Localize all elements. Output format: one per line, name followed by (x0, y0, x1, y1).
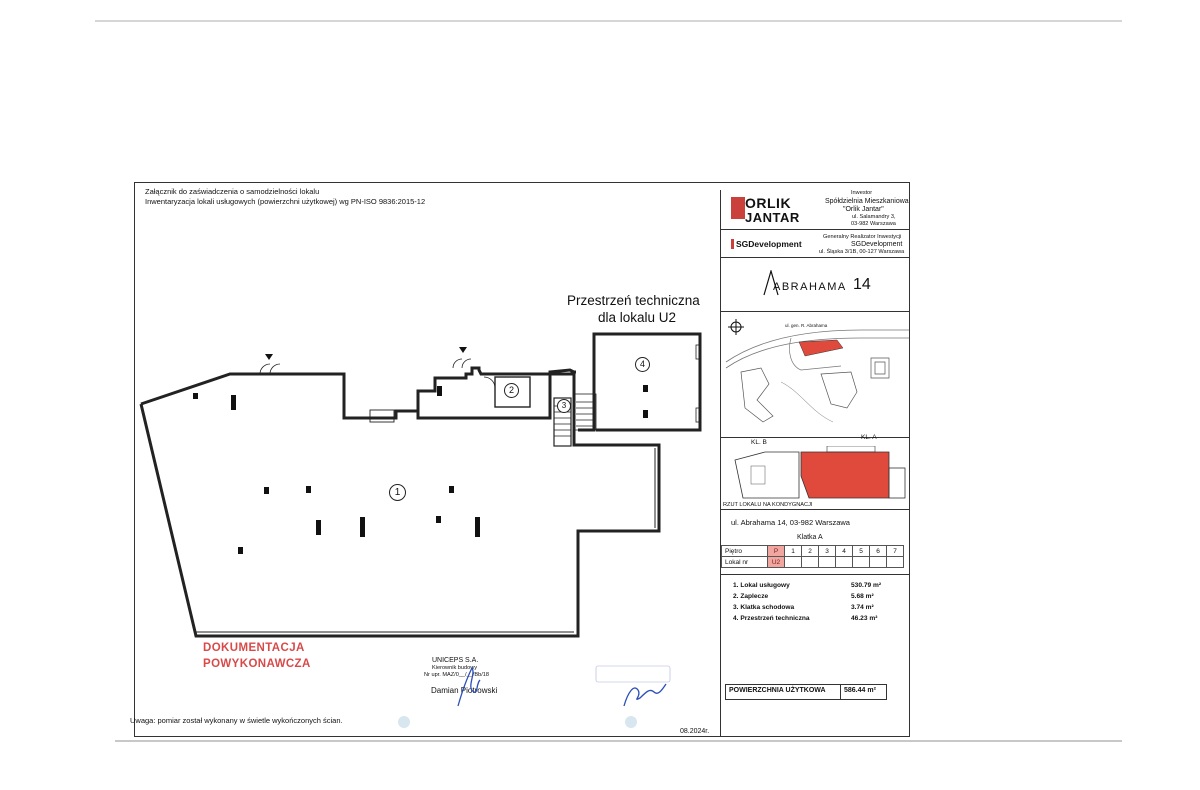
floor-cell: 5 (853, 546, 870, 557)
site-map-street-label: ul. gen. R. Abrahama (785, 323, 828, 328)
unit-cell (836, 557, 853, 568)
unit-cell: U2 (768, 557, 785, 568)
signature-role: Kierownik budowy (432, 665, 478, 671)
area-row (733, 581, 893, 590)
stamp-line-2: POWYKONAWCZA (203, 658, 311, 670)
floor-plan-drawing (134, 290, 724, 650)
floor-table (721, 545, 904, 568)
investor-label: Inwestor (851, 190, 873, 196)
area-label: 4. Przestrzeń techniczna (733, 615, 810, 622)
header-line-1: Załącznik do zaświadczenia o samodzielności lokalu (145, 187, 320, 196)
address: ul. Abrahama 14, 03-982 Warszawa (731, 518, 850, 527)
contractor-label: Generalny Realizator Inwestycji (823, 234, 902, 240)
floor-row-label: Piętro (722, 546, 768, 557)
unit-cell (785, 557, 802, 568)
entrance-2-arrow (459, 347, 467, 353)
area-label: 1. Lokal usługowy (733, 582, 790, 589)
signature-name: Damian Piotrowski (431, 686, 498, 695)
unit-cell (870, 557, 887, 568)
unit-cell (802, 557, 819, 568)
unit-cell (887, 557, 904, 568)
total-area-label: POWIERZCHNIA UŻYTKOWA (729, 687, 826, 694)
key-caption: RZUT LOKALU NA KONDYGNACJI (723, 502, 813, 508)
floor-cell: 2 (802, 546, 819, 557)
areas-separator (721, 574, 910, 575)
abrahama-logo-text: ABRAHAMA (773, 281, 847, 293)
binder-hole-right (625, 716, 637, 728)
unit-cell (819, 557, 836, 568)
site-map (721, 312, 910, 438)
tech-space-title-1: Przestrzeń techniczna (567, 293, 700, 308)
floor-cell: 6 (870, 546, 887, 557)
area-row (733, 603, 893, 612)
area-row (733, 614, 893, 623)
vestibule (370, 410, 394, 422)
total-area-value: 586.44 m² (844, 687, 876, 694)
floor-cell: 1 (785, 546, 802, 557)
contractor-box (721, 230, 910, 258)
binder-hole-left (398, 716, 410, 728)
area-value: 5.68 m² (851, 593, 874, 600)
orlik-logo-line2: JANTAR (745, 210, 800, 225)
floor-cell: P (768, 546, 785, 557)
signature-permit: Nr upr. MAZ/0__/__/Bb/18 (424, 672, 489, 678)
columns (193, 385, 648, 554)
room-1-marker: 1 (389, 484, 406, 501)
signature-scribble-2 (588, 662, 678, 712)
entrance-2-door (453, 359, 471, 368)
total-area-divider (840, 685, 841, 699)
scan-bottom-line (115, 740, 1122, 742)
area-label: 3. Klatka schodowa (733, 604, 795, 611)
room-2-marker: 2 (504, 383, 519, 398)
area-value: 46.23 m² (851, 615, 878, 622)
investor-addr1: ul. Salamandry 3, (852, 214, 896, 220)
area-row (733, 592, 893, 601)
floor-cell: 7 (887, 546, 904, 557)
area-value: 530.79 m² (851, 582, 882, 589)
stair-label: Klatka A (797, 534, 823, 541)
investor-addr2: 03-982 Warszawa (851, 221, 896, 227)
unit-cell (853, 557, 870, 568)
header-line-2: Inwentaryzacja lokali usługowych (powierzchni użytkowej) wg PN-ISO 9836:2015-12 (145, 197, 426, 206)
tech-space-title-2: dla lokalu U2 (598, 310, 677, 325)
total-area-box (725, 684, 887, 700)
contractor-addr: ul. Śląska 3/1B, 00-127 Warszawa (819, 249, 905, 255)
orlik-logo-line1: ORLIK (745, 195, 792, 211)
floor-plan-key (721, 446, 910, 502)
floor-cell: 4 (836, 546, 853, 557)
area-value: 3.74 m² (851, 604, 874, 611)
key-label-kl-b: KL. B (751, 439, 767, 446)
investor-box (721, 190, 910, 230)
key-label-kl-a: KL. A (861, 434, 877, 441)
footer-note: Uwaga: pomiar został wykonany w świetle wykończonych ścian. (130, 716, 343, 725)
room-2-door (484, 377, 495, 388)
floor-plan-key-box (721, 434, 910, 510)
footer-date: 08.2024r. (680, 728, 710, 735)
abrahama-logo-number: 14 (853, 276, 871, 293)
contractor-name: SGDevelopment (851, 241, 903, 248)
signature-company: UNICEPS S.A. (432, 657, 479, 664)
sgdevelopment-logo: SGDevelopment (731, 239, 802, 249)
project-logo-box (721, 258, 910, 312)
stamp-line-1: DOKUMENTACJA (203, 642, 305, 654)
main-room-north-wall (141, 374, 418, 418)
area-label: 2. Zaplecze (733, 593, 769, 600)
signature-scribble-1 (452, 662, 482, 710)
orlik-logo-icon (731, 197, 745, 219)
site-map-box (721, 312, 910, 438)
room-3-marker: 3 (557, 399, 571, 413)
floor-cell: 3 (819, 546, 836, 557)
unit-row-label: Lokal nr (722, 557, 768, 568)
scan-top-line (95, 20, 1122, 22)
room-4-marker: 4 (635, 357, 650, 372)
entrance-1-arrow (265, 354, 273, 360)
investor-name2: "Orlik Jantar" (843, 206, 884, 213)
title-block (720, 190, 910, 737)
investor-name1: Spółdzielnia Mieszkaniowa (825, 198, 909, 205)
